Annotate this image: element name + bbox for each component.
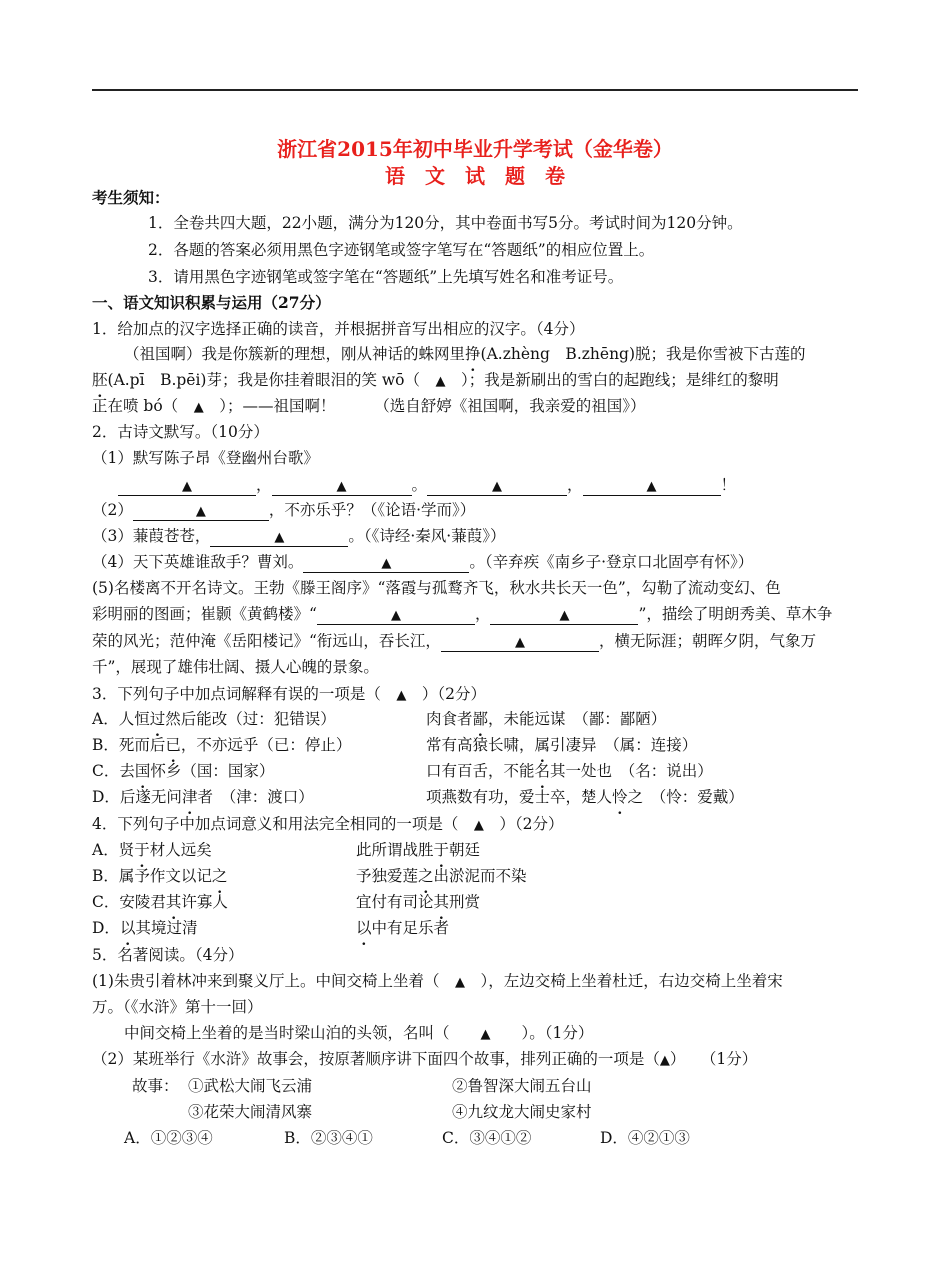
q3-option-b-left: B．死而后已，不亦远乎（已：停止）	[92, 736, 352, 754]
q2-stem: 2．古诗文默写。（10分）	[92, 423, 269, 441]
answer-marker: ▲	[473, 818, 484, 833]
q5-line-1: (1)朱贵引着林冲来到聚义厅上。中间交椅上坐着（ ▲ ），左边交椅上坐着杜迁，右边交椅上坐着宋	[92, 972, 783, 990]
q2-sub-4: （4）天下英雄谁敌手？曹刘。 ▲ 。（辛弃疾《南乡子·登京口北固亭有怀》）	[92, 553, 754, 571]
q2-sub-5-line-2: 彩明丽的图画；崔颢《黄鹤楼》“ ▲ ， ▲ ”，描绘了明朗秀美、草木争	[92, 605, 833, 623]
q2-sub-3: （3）蒹葭苍苍， ▲ 。（《诗经·秦风·蒹葭》）	[92, 527, 506, 545]
q4-stem: 4．下列句子中加点词意义和用法完全相同的一项是（ ▲ ）（2分）	[92, 815, 564, 833]
answer-blank[interactable]: ▲	[441, 633, 599, 652]
q4-option-d-left: D．以其境过清	[92, 919, 198, 937]
notice-item-2: 2．各题的答案必须用黑色字迹钢笔或签字笔写在“答题纸”的相应位置上。	[148, 241, 655, 259]
exam-title: 浙江省2015年初中毕业升学考试（金华卷）	[277, 137, 673, 161]
answer-blank[interactable]: ▲	[303, 554, 469, 573]
q5-option-d: D．④②①③	[600, 1129, 690, 1147]
section-1-heading: 一、语文知识积累与运用（27分）	[92, 293, 331, 312]
answer-marker: ▲	[659, 1053, 670, 1068]
q5-stem: 5．名著阅读。（4分）	[92, 946, 244, 964]
q3-option-a-left: A．人恒过然后能改（过：犯错误）	[92, 710, 336, 728]
q1-line-3: 正在喷 bó（ ▲ ）；——祖国啊！ （选自舒婷《祖国啊，我亲爱的祖国》）	[92, 397, 646, 415]
q3-option-d-right: 项燕数有功，爱士卒，楚人怜之 （怜：爱戴）	[426, 788, 744, 806]
q2-sub-1: （1）默写陈子昂《登幽州台歌》	[92, 449, 319, 467]
answer-marker: ▲	[435, 374, 446, 389]
q4-option-d-right: 以中有足乐者	[356, 919, 450, 937]
answer-blank[interactable]: ▲	[317, 606, 475, 625]
answer-blank[interactable]: ▲	[118, 477, 256, 496]
header-rule	[92, 89, 858, 91]
q5-story-4: ④九纹龙大闹史家村	[452, 1103, 592, 1121]
answer-blank[interactable]: ▲	[272, 477, 412, 496]
q5-story-1: ①武松大闹飞云浦	[188, 1077, 313, 1095]
q3-stem: 3．下列句子中加点词解释有误的一项是（ ▲ ）（2分）	[92, 685, 486, 703]
q4-option-c-left: C．安陵君其许寡人	[92, 893, 228, 911]
q1-line-1: （祖国啊）我是你簇新的理想，刚从神话的蛛网里挣(A.zhèng B.zhēng)脱；我是你雪被下古莲的	[124, 345, 806, 363]
q2-sub-5-line-3: 荣的风光；范仲淹《岳阳楼记》“衔远山，吞长江， ▲ ，横无际涯；朝晖夕阴，气象万	[92, 632, 816, 650]
answer-marker: ▲	[193, 400, 204, 415]
q2-poem-blanks: ▲ ， ▲ 。 ▲ ， ▲ ！	[118, 475, 736, 496]
q5-line-2: 万。（《水浒》第十一回）	[92, 998, 263, 1016]
q5-story-2: ②鲁智深大闹五台山	[452, 1077, 592, 1095]
answer-marker: ▲	[396, 688, 407, 703]
q1-stem: 1．给加点的汉字选择正确的读音，并根据拼音写出相应的汉字。（4分）	[92, 320, 585, 338]
exam-subtitle: 语 文 试 题 卷	[385, 164, 565, 188]
q5-option-a: A．①②③④	[124, 1129, 213, 1147]
notice-item-3: 3．请用黑色字迹钢笔或签字笔在“答题纸”上先填写姓名和准考证号。	[148, 268, 624, 286]
answer-blank[interactable]: ▲	[583, 477, 721, 496]
q5-option-c: C．③④①②	[442, 1129, 532, 1147]
notice-item-1: 1．全卷共四大题，22小题，满分为120分，其中卷面书写5分。考试时间为120分钟。	[148, 214, 743, 232]
answer-blank[interactable]: ▲	[133, 502, 269, 521]
answer-marker: ▲	[454, 975, 465, 990]
q5-line-4: （2）某班举行《水浒》故事会，按原著顺序讲下面四个故事，排列正确的一项是（▲） （1分）	[92, 1050, 758, 1068]
q4-option-c-right: 宜付有司论其刑赏	[356, 893, 481, 911]
answer-marker: ▲	[480, 1027, 491, 1042]
dotted-char: 挣	[465, 345, 481, 363]
q1-line-2: 胚(A.pī B.pēi)芽；我是你挂着眼泪的笑 wō（ ▲ ）；我是新刷出的雪白的起跑线；是绯红的黎明	[92, 371, 779, 389]
q5-story-label: 故事：	[132, 1077, 179, 1095]
q2-sub-5-line-4: 千”，展现了雄伟壮阔、摄人心魄的景象。	[92, 658, 379, 676]
q5-line-3: 中间交椅上坐着的是当时梁山泊的头领，名叫（ ▲ ）。（1分）	[124, 1024, 594, 1042]
q3-option-b-right: 常有高猿长啸，属引凄异 （属：连接）	[426, 736, 698, 754]
q3-option-c-right: 口有百舌，不能名其一处也 （名：说出）	[426, 762, 713, 780]
q4-option-b-left: B．属予作文以记之	[92, 867, 228, 885]
q3-option-a-right: 肉食者鄙，未能远谋 （鄙：鄙陋）	[426, 710, 667, 728]
dotted-char: 胚	[92, 371, 108, 389]
q2-sub-5-line-1: (5)名楼离不开名诗文。王勃《滕王阁序》“落霞与孤鹜齐飞，秋水共长天一色”，勾勒了流动变幻、色	[92, 579, 781, 597]
q3-option-c-left: C．去国怀乡（国：国家）	[92, 762, 275, 780]
notice-heading: 考生须知：	[92, 188, 170, 207]
q3-option-d-left: D．后遂无问津者 （津：渡口）	[92, 788, 314, 806]
answer-blank[interactable]: ▲	[490, 606, 638, 625]
q4-option-a-right: 此所谓战胜于朝廷	[356, 841, 481, 859]
answer-blank[interactable]: ▲	[427, 477, 567, 496]
q5-option-b: B．②③④①	[284, 1129, 373, 1147]
q4-option-a-left: A．贤于材人远矣	[92, 841, 212, 859]
q2-sub-2: （2） ▲ ，不亦乐乎？（《论语·学而》）	[92, 501, 476, 519]
q4-option-b-right: 予独爱莲之出淤泥而不染	[356, 867, 527, 885]
q5-story-3: ③花荣大闹清风寨	[188, 1103, 313, 1121]
answer-blank[interactable]: ▲	[210, 528, 348, 547]
